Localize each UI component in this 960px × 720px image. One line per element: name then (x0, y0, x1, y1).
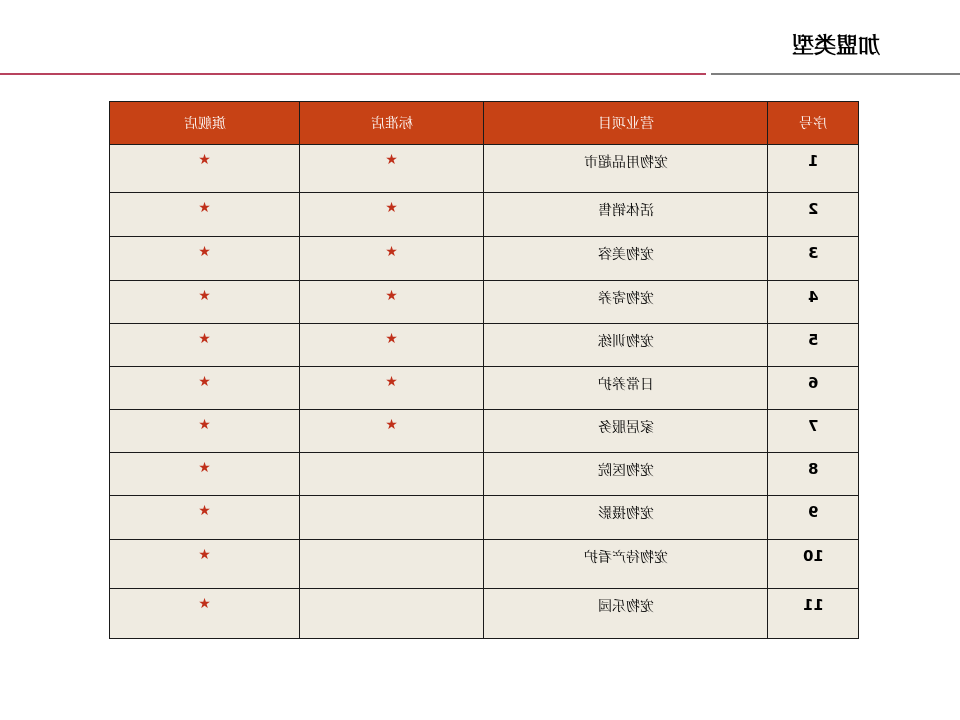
table-row (110, 237, 859, 280)
no-cell (768, 323, 859, 366)
item-cell-text: 宠物美容 (597, 247, 654, 264)
star-mark: ★ (198, 152, 211, 168)
star-mark: ★ (385, 330, 398, 347)
item-cell-text: 宠物用品超市 (583, 155, 668, 171)
no-cell (768, 145, 859, 193)
flagship-cell (110, 323, 300, 366)
column-header-standard: 标准店 (300, 102, 484, 145)
column-header-no: 序号 (768, 102, 859, 145)
no-cell-text: 1 (807, 152, 819, 170)
flagship-cell (110, 193, 300, 237)
star-mark: ★ (198, 373, 211, 390)
table-row (110, 453, 859, 496)
item-cell (484, 280, 768, 323)
item-cell (484, 453, 768, 496)
table-header-row (110, 102, 859, 145)
flagship-cell (110, 496, 300, 539)
page-title-text: 加盟类型 (792, 34, 881, 59)
flagship-cell (110, 366, 300, 409)
no-cell (768, 366, 859, 409)
item-cell (484, 237, 768, 280)
item-cell-text: 宠物训练 (597, 333, 654, 350)
table-row (110, 539, 859, 588)
no-cell-text: 5 (807, 330, 819, 349)
flagship-cell (110, 280, 300, 323)
standard-cell (300, 280, 484, 323)
no-cell-text: 3 (807, 244, 819, 263)
table-row (110, 366, 859, 409)
table-row (110, 193, 859, 237)
star-mark: ★ (198, 417, 211, 434)
flagship-cell (110, 237, 300, 280)
no-cell (768, 410, 859, 453)
star-mark: ★ (198, 460, 211, 477)
no-cell (768, 588, 859, 638)
star-mark: ★ (385, 287, 398, 304)
item-cell (484, 410, 768, 453)
star-mark: ★ (385, 417, 398, 434)
item-cell-text: 宠物乐园 (597, 598, 654, 615)
no-cell (768, 193, 859, 237)
no-cell (768, 539, 859, 588)
star-mark: ★ (198, 546, 211, 563)
no-cell-text: 9 (807, 503, 819, 522)
table-row (110, 280, 859, 323)
no-cell (768, 237, 859, 280)
standard-cell (300, 193, 484, 237)
star-mark: ★ (385, 200, 398, 217)
item-cell (484, 588, 768, 638)
flagship-cell (110, 453, 300, 496)
no-cell-text: 2 (807, 200, 819, 219)
column-header-item: 营业项目 (484, 102, 768, 145)
star-mark: ★ (385, 244, 398, 261)
standard-cell (300, 366, 484, 409)
table-row (110, 323, 859, 366)
franchise-type-table (109, 101, 859, 639)
standard-cell (300, 496, 484, 539)
item-cell-text: 宠物医院 (597, 463, 654, 480)
standard-cell (300, 588, 484, 638)
table-row (110, 410, 859, 453)
standard-cell (300, 323, 484, 366)
no-cell-text: 4 (807, 287, 819, 306)
item-cell (484, 323, 768, 366)
item-cell-text: 宠物摄影 (597, 506, 654, 523)
item-cell-text: 宠物待产看护 (583, 549, 668, 566)
no-cell-text: 11 (802, 595, 824, 614)
table-row (110, 145, 859, 193)
no-cell-text: 6 (807, 373, 819, 392)
no-cell-text: 10 (802, 546, 824, 565)
standard-cell (300, 145, 484, 193)
star-mark: ★ (385, 373, 398, 390)
star-mark: ★ (198, 287, 211, 304)
no-cell-text: 7 (807, 417, 819, 436)
no-cell (768, 453, 859, 496)
standard-cell (300, 410, 484, 453)
star-mark: ★ (198, 244, 211, 261)
no-cell (768, 280, 859, 323)
column-header-flagship: 旗舰店 (110, 102, 300, 145)
star-mark: ★ (198, 595, 211, 612)
no-cell-text: 8 (807, 460, 819, 479)
standard-cell (300, 237, 484, 280)
item-cell-text: 活体销售 (597, 203, 654, 220)
flagship-cell (110, 588, 300, 638)
header-rule-right (711, 73, 960, 75)
star-mark: ★ (198, 503, 211, 520)
item-cell (484, 539, 768, 588)
header-rule-left (0, 73, 706, 75)
item-cell (484, 496, 768, 539)
table-row (110, 588, 859, 638)
table-row (110, 496, 859, 539)
flagship-cell (110, 145, 300, 193)
no-cell (768, 496, 859, 539)
item-cell (484, 366, 768, 409)
item-cell-text: 宠物寄养 (597, 290, 654, 307)
page-title (792, 32, 882, 62)
flagship-cell (110, 539, 300, 588)
star-mark: ★ (198, 200, 211, 217)
item-cell (484, 145, 768, 193)
item-cell-text: 日常养护 (597, 376, 654, 393)
item-cell (484, 193, 768, 237)
star-mark: ★ (385, 152, 398, 168)
standard-cell (300, 539, 484, 588)
star-mark: ★ (198, 330, 211, 347)
flagship-cell (110, 410, 300, 453)
item-cell-text: 家居服务 (597, 420, 654, 437)
standard-cell (300, 453, 484, 496)
